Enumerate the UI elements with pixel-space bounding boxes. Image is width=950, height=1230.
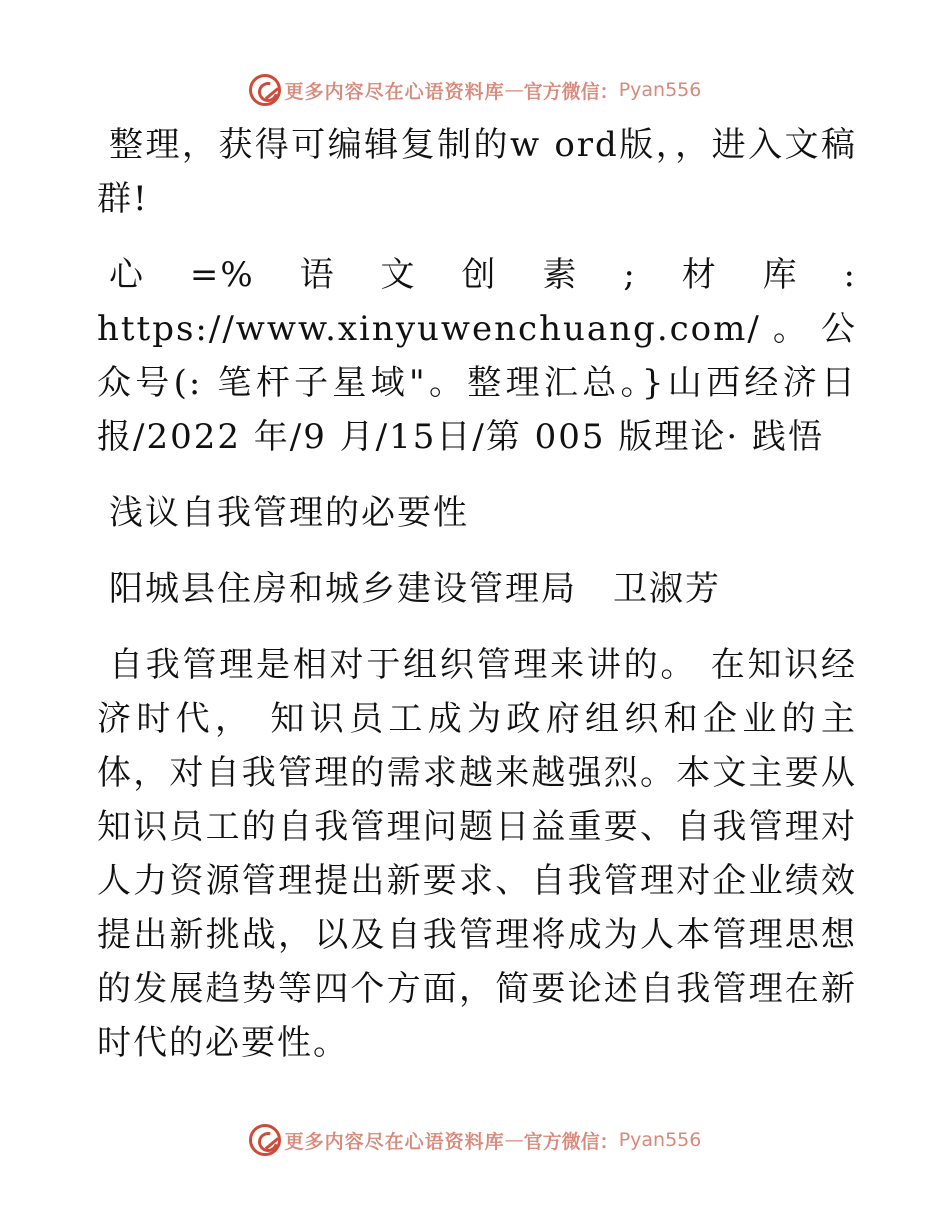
header-wechat-label: 官方微信： [523, 80, 619, 103]
header-wechat-id: Pyan556 [618, 79, 702, 101]
article-title: 浅议自我管理的必要性 [109, 493, 469, 533]
header-site-text: 更多内容尽在心语资料库 [284, 80, 505, 103]
brand-logo-icon [249, 74, 281, 106]
footer-wechat-label: 官方微信： [523, 1130, 619, 1153]
header-separator: — [504, 79, 524, 101]
footer-site-text: 更多内容尽在心语资料库 [284, 1130, 505, 1153]
footer-separator: — [504, 1129, 524, 1151]
page-footer [0, 1120, 950, 1160]
document-body [97, 118, 857, 1092]
footer-wechat-id: Pyan556 [618, 1129, 702, 1151]
intro-paragraph: 整理，获得可编辑复制的w ord版，，进入文稿群! [97, 125, 857, 219]
page-header [0, 70, 950, 110]
source-paragraph: 心=%语文创素;材库: https://www.xinyuwenchuang.com/。公众号(: 笔杆子星域"。整理汇总。}山西经济日报/2022 年/9 月/15日/第 005 版理论· 践悟 [97, 255, 857, 457]
article-author: 阳城县住房和城乡建设管理局 卫淑芳 [109, 569, 721, 609]
brand-logo-icon [249, 1124, 281, 1156]
abstract-paragraph: 自我管理是相对于组织管理来讲的。 在知识经济时代， 知识员工成为政府组织和企业的主体，对自我管理的需求越来越强烈。本文主要从知识员工的自我管理问题日益重要、自我管理对人力资源管理提出新要求、自我管理对企业绩效提出新挑战，以及自我管理将成为人本管理思想的发展趋势等四个方面，简要论述自我管理在新时代的必要性。 [97, 645, 857, 1063]
